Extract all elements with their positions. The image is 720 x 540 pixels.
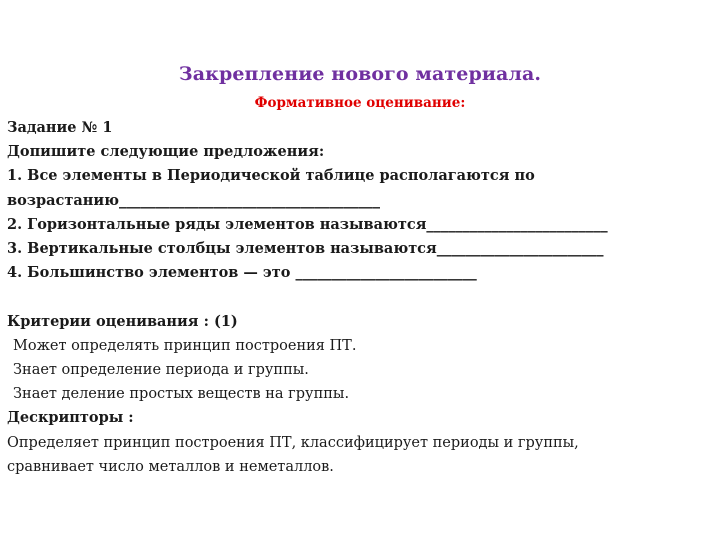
slide-subtitle: Формативное оценивание: <box>254 95 466 111</box>
task-item-4: 4. Большинство элементов — это _________________________ <box>7 264 477 282</box>
task-instruction: Допишите следующие предложения: <box>7 143 325 161</box>
task-item-2: 2. Горизонтальные ряды элементов называются_________________________ <box>7 215 608 233</box>
task-heading: Задание № 1 <box>7 119 113 136</box>
slide-body <box>7 116 713 479</box>
task-item-3: 3. Вертикальные столбцы элементов называются_______________________ <box>7 240 604 258</box>
descriptors-line-1: Определяет принцип построения ПТ, классифицирует периоды и группы, <box>7 434 579 451</box>
descriptors-heading: Дескрипторы : <box>7 409 134 427</box>
criteria-item-3: Знает деление простых веществ на группы. <box>13 386 350 403</box>
slide-title: Закрепление нового материала. <box>178 63 542 85</box>
task-item-1-continuation: возрастанию____________________________________ <box>7 191 380 209</box>
criteria-item-2: Знает определение периода и группы. <box>13 362 309 379</box>
criteria-item-1: Может определять принцип построения ПТ. <box>13 337 357 354</box>
descriptors-line-2: сравнивает число металлов и неметаллов. <box>7 458 334 475</box>
spacer <box>7 285 713 309</box>
criteria-heading: Критерии оценивания : (1) <box>7 312 238 330</box>
task-item-1: 1. Все элементы в Периодической таблице располагаются по <box>7 167 535 185</box>
